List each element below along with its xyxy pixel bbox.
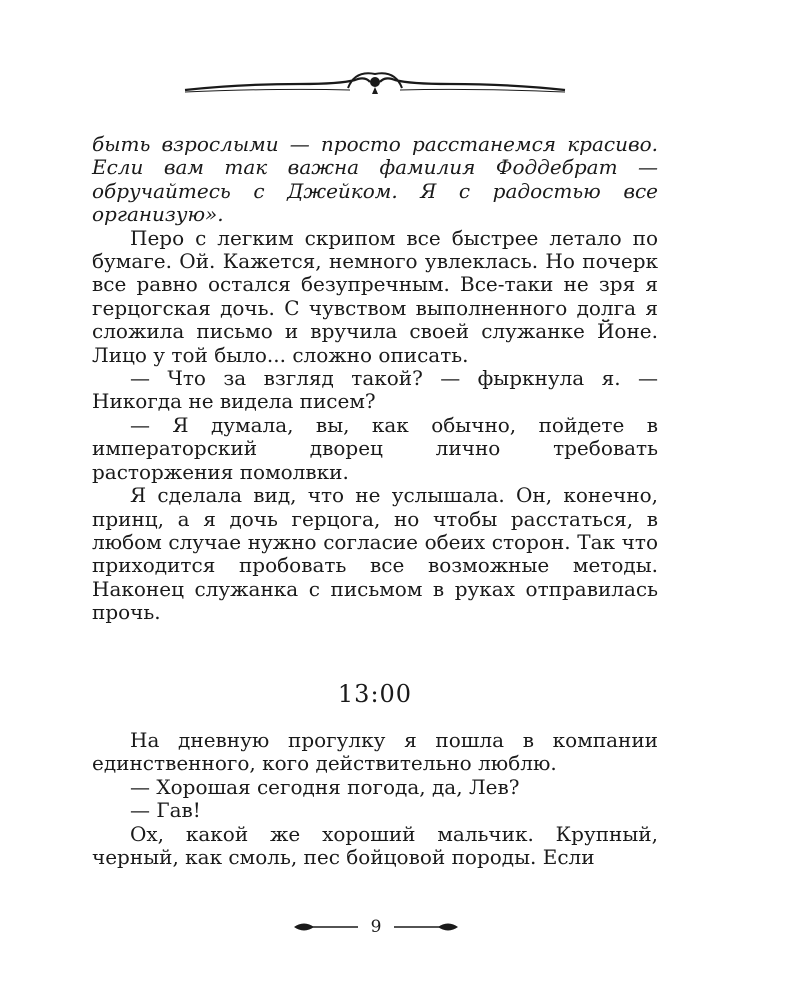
page-number: 9 <box>370 917 382 937</box>
paragraph: — Что за взгляд такой? — фыркнула я. — Никогда не видела писем? <box>92 366 658 414</box>
paragraph: — Хорошая сегодня погода, да, Лев? <box>130 774 520 799</box>
paragraph: быть взрослыми — просто расстанемся красиво. Если вам так важна фамилия Фоддебрат — обручайтесь с Джейком. Я с радостью все организую». <box>92 132 658 227</box>
paragraph: Ох, какой же хороший мальчик. Крупный, черный, как смоль, пес бойцовой породы. Если <box>92 821 658 870</box>
section-text-block <box>92 729 658 869</box>
main-text-block <box>92 133 658 625</box>
top-ornament-divider <box>180 62 570 102</box>
section-heading-time: 13:00 <box>337 680 413 708</box>
paragraph: Перо с легким скрипом все быстрее летало по бумаге. Ой. Кажется, немного увлеклась. Но почерк все равно остался безупречным. Все-таки не зря я герцогская дочь. С чувством выполненного долга я сложила письмо и вручила своей служанке Йоне. Лицо у той было... сложно описать. <box>92 225 658 367</box>
paragraph: Я сделала вид, что не услышала. Он, конечно, принц, а я дочь герцога, но чтобы расстаться, в любом случае нужно согласие обеих сторон. Так что приходится пробовать все возможные методы. Наконец служанка с письмом в руках отправилась прочь. <box>92 483 658 625</box>
paragraph: — Гав! <box>130 798 201 823</box>
paragraph: — Я думала, вы, как обычно, пойдете в императорский дворец лично требовать расторжения помолвки. <box>92 412 658 484</box>
page-footer <box>290 915 462 939</box>
paragraph: На дневную прогулку я пошла в компании единственного, кого действительно люблю. <box>92 728 658 776</box>
